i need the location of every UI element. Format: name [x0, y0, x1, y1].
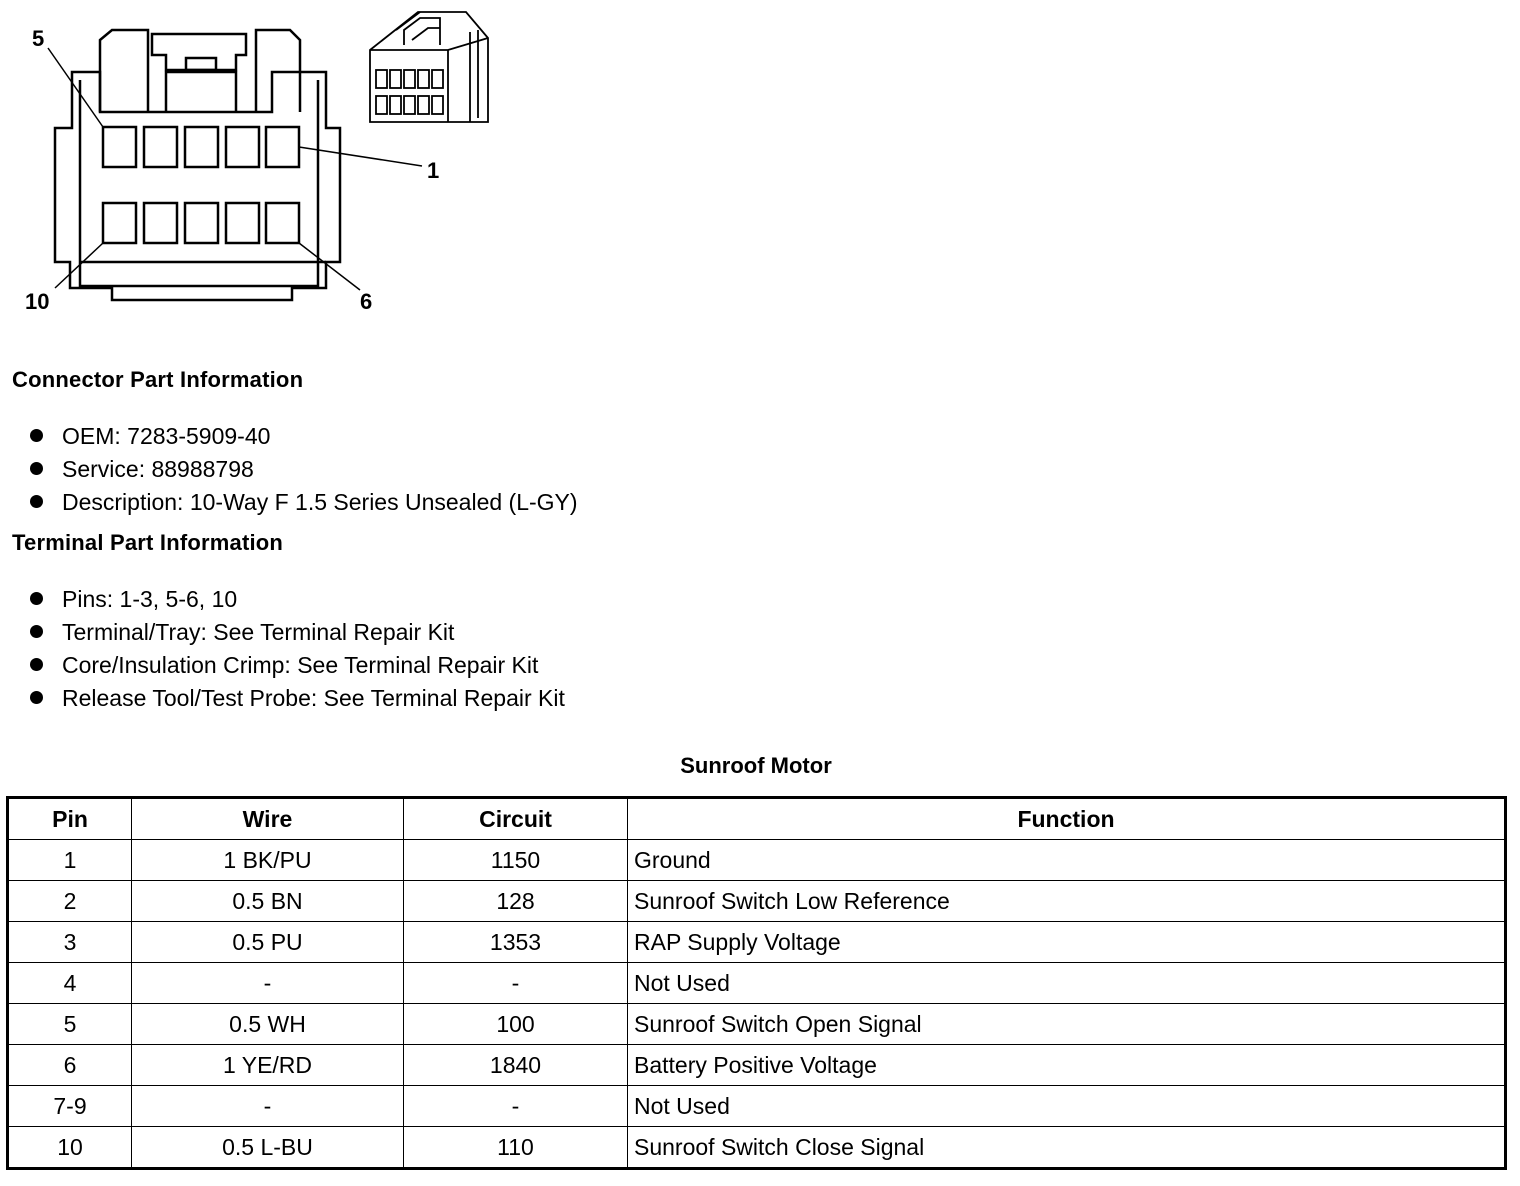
cavity-3 [185, 127, 218, 167]
list-item-text: Core/Insulation Crimp: See Terminal Repair Kit [62, 652, 539, 678]
cell-wire: 0.5 PU [132, 922, 404, 963]
table-row [8, 1086, 1506, 1127]
list-item [28, 683, 565, 716]
table-row [8, 1045, 1506, 1086]
cell-circuit: 128 [404, 881, 628, 922]
table-row [8, 1127, 1506, 1169]
cavity-10 [103, 203, 136, 243]
cell-circuit: - [404, 963, 628, 1004]
table-row [8, 881, 1506, 922]
list-item [28, 650, 565, 683]
connector-face-view [48, 30, 422, 300]
list-item-text: Service: 88988798 [62, 456, 254, 482]
terminal-part-info-list [28, 584, 565, 716]
list-item [28, 454, 578, 487]
cell-circuit: 110 [404, 1127, 628, 1169]
callout-10: 10 [25, 289, 50, 314]
cell-pin: 7-9 [8, 1086, 132, 1127]
cell-function: Not Used [628, 1086, 1506, 1127]
cell-pin: 4 [8, 963, 132, 1004]
table-row [8, 963, 1506, 1004]
cell-function: RAP Supply Voltage [628, 922, 1506, 963]
cell-function: Sunroof Switch Close Signal [628, 1127, 1506, 1169]
cell-circuit: 1353 [404, 922, 628, 963]
header-function: Function [628, 798, 1506, 840]
cavity-2 [226, 127, 259, 167]
cell-function: Battery Positive Voltage [628, 1045, 1506, 1086]
table-title: Sunroof Motor [680, 753, 832, 778]
cell-circuit: 100 [404, 1004, 628, 1045]
cell-function: Not Used [628, 963, 1506, 1004]
table-row [8, 922, 1506, 963]
connector-isometric-view [370, 12, 488, 122]
connector-diagram [0, 0, 560, 340]
table-row [8, 840, 1506, 881]
bullet-icon [30, 625, 43, 638]
bullet-icon [30, 658, 43, 671]
bullet-icon [30, 691, 43, 704]
cell-circuit: 1150 [404, 840, 628, 881]
callout-6: 6 [360, 289, 373, 314]
list-item-text: Terminal/Tray: See Terminal Repair Kit [62, 619, 455, 645]
cell-wire: - [132, 1086, 404, 1127]
list-item [28, 487, 578, 520]
cell-wire: 1 BK/PU [132, 840, 404, 881]
bullet-icon [30, 495, 43, 508]
cell-circuit: - [404, 1086, 628, 1127]
list-item [28, 584, 565, 617]
list-item [28, 617, 565, 650]
cavity-1 [266, 127, 299, 167]
cell-wire: 0.5 BN [132, 881, 404, 922]
cell-pin: 6 [8, 1045, 132, 1086]
bullet-icon [30, 592, 43, 605]
cell-pin: 10 [8, 1127, 132, 1169]
bullet-icon [30, 462, 43, 475]
cell-function: Sunroof Switch Low Reference [628, 881, 1506, 922]
header-pin: Pin [8, 798, 132, 840]
callout-5: 5 [32, 26, 45, 51]
cell-pin: 1 [8, 840, 132, 881]
cell-pin: 3 [8, 922, 132, 963]
cavity-6 [266, 203, 299, 243]
cell-pin: 5 [8, 1004, 132, 1045]
cavity-5 [103, 127, 136, 167]
callout-1: 1 [427, 158, 440, 183]
cell-wire: 0.5 L-BU [132, 1127, 404, 1169]
cell-function: Sunroof Switch Open Signal [628, 1004, 1506, 1045]
cell-wire: - [132, 963, 404, 1004]
cell-function: Ground [628, 840, 1506, 881]
header-wire: Wire [132, 798, 404, 840]
list-item-text: Pins: 1-3, 5-6, 10 [62, 586, 238, 612]
table-header-row [8, 798, 1506, 840]
cavity-4 [144, 127, 177, 167]
list-item-text: Description: 10-Way F 1.5 Series Unsealed (L-GY) [62, 489, 578, 515]
cavity-9 [144, 203, 177, 243]
list-item-text: OEM: 7283-5909-40 [62, 423, 271, 449]
terminal-part-info-heading: Terminal Part Information [12, 530, 284, 555]
cell-pin: 2 [8, 881, 132, 922]
list-item [28, 421, 578, 454]
connector-part-info-heading: Connector Part Information [12, 367, 304, 392]
cell-circuit: 1840 [404, 1045, 628, 1086]
table-row [8, 1004, 1506, 1045]
header-circuit: Circuit [404, 798, 628, 840]
cavity-8 [185, 203, 218, 243]
cavity-7 [226, 203, 259, 243]
pinout-table [6, 796, 1507, 1170]
bullet-icon [30, 429, 43, 442]
cell-wire: 0.5 WH [132, 1004, 404, 1045]
list-item-text: Release Tool/Test Probe: See Terminal Repair Kit [62, 685, 565, 711]
cell-wire: 1 YE/RD [132, 1045, 404, 1086]
connector-part-info-list [28, 421, 578, 520]
